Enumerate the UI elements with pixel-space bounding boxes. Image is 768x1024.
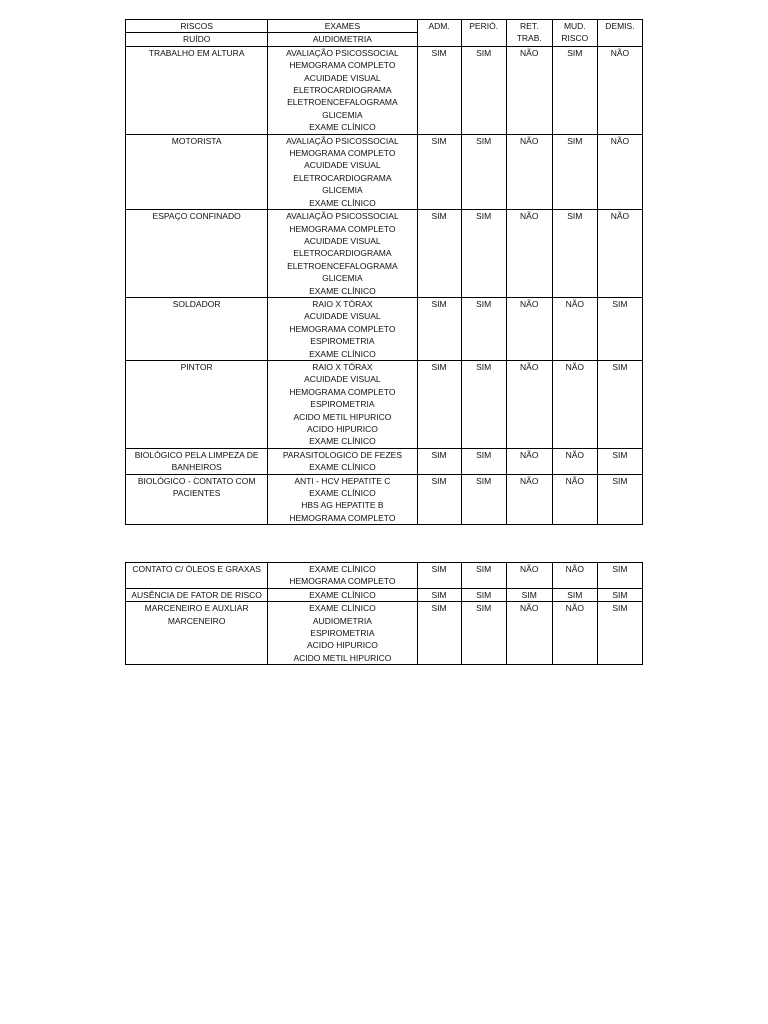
adm-cell — [417, 602, 461, 665]
table-row — [126, 448, 643, 474]
adm-cell — [417, 297, 461, 360]
header-exames: EXAMES — [324, 21, 361, 31]
demis-value: SIM — [612, 449, 628, 460]
mud-cell — [552, 46, 597, 134]
ret-cell — [506, 602, 552, 665]
exam-item: EXAME CLÍNICO — [309, 436, 376, 447]
perio-value: SIM — [476, 475, 492, 486]
risk-cell — [126, 46, 268, 134]
demis-cell — [597, 588, 642, 601]
exams-cell — [268, 474, 417, 525]
perio-cell — [461, 134, 506, 209]
risk-name: AUSÊNCIA DE FATOR DE RISCO — [131, 589, 262, 600]
exam-item: EXAME CLÍNICO — [309, 488, 376, 499]
risk-name: CONTATO C/ ÓLEOS E GRAXAS — [132, 564, 261, 574]
demis-cell — [597, 297, 642, 360]
adm-cell — [417, 448, 461, 474]
table-row — [126, 563, 643, 589]
ret-value: SIM — [521, 589, 537, 600]
adm-value: SIM — [431, 564, 447, 574]
ret-cell — [506, 134, 552, 209]
exam-item: ACIDO HIPURICO — [306, 640, 378, 651]
exam-item: ACIDO METIL HIPURICO — [293, 652, 392, 663]
exam-item: ESPIROMETRIA — [310, 336, 375, 347]
mud-value: NÃO — [565, 564, 585, 574]
perio-cell — [461, 588, 506, 601]
exams-cell — [268, 297, 417, 360]
perio-value: SIM — [476, 603, 492, 614]
exam-item: GLICEMIA — [322, 185, 363, 196]
mud-value: NÃO — [565, 475, 585, 486]
perio-cell — [461, 46, 506, 134]
perio-cell — [461, 563, 506, 589]
perio-value: SIM — [476, 211, 492, 222]
demis-value: SIM — [612, 589, 628, 600]
mud-value: NÃO — [565, 449, 585, 460]
ret-value: NÃO — [520, 603, 539, 614]
mud-cell — [552, 134, 597, 209]
header-cell-adm — [417, 20, 461, 47]
mud-cell — [552, 588, 597, 601]
header-row — [126, 20, 643, 33]
perio-cell — [461, 602, 506, 665]
table-row — [126, 588, 643, 601]
risk-name: BIOLÓGICO - CONTATO COM PACIENTES — [137, 475, 256, 499]
mud-value: SIM — [567, 135, 583, 146]
ret-value: NÃO — [520, 475, 539, 486]
exam-item: RAIO X TÓRAX — [312, 361, 373, 372]
risk-cell — [126, 134, 268, 209]
ret-value: NÃO — [520, 47, 539, 58]
header-cell-riscos — [126, 20, 268, 33]
mud-cell — [552, 563, 597, 589]
exams-cell — [268, 563, 417, 589]
adm-cell — [417, 134, 461, 209]
table-row — [126, 46, 643, 134]
demis-cell — [597, 210, 642, 298]
exams-cell — [268, 448, 417, 474]
table-row — [126, 297, 643, 360]
perio-value: SIM — [476, 564, 492, 574]
header-cell-exames — [268, 20, 417, 33]
perio-value: SIM — [476, 449, 492, 460]
adm-cell — [417, 46, 461, 134]
adm-value: SIM — [431, 211, 447, 222]
mud-value: SIM — [567, 211, 583, 222]
exam-item: GLICEMIA — [322, 273, 363, 284]
perio-cell — [461, 474, 506, 525]
mud-cell — [552, 474, 597, 525]
risk-name: PINTOR — [180, 361, 213, 372]
exam-item: ACUIDADE VISUAL — [304, 160, 381, 171]
demis-value: NÃO — [610, 211, 630, 222]
perio-cell — [461, 448, 506, 474]
exam-item: AVALIAÇÃO PSICOSSOCIAL — [286, 135, 399, 146]
header-adm: ADM. — [428, 21, 450, 31]
cell-audiometria — [268, 33, 417, 46]
mud-cell — [552, 297, 597, 360]
header-demis: DEMIS. — [605, 21, 635, 31]
exam-item: EXAME CLÍNICO — [309, 462, 376, 473]
risk-cell — [126, 588, 268, 601]
ret-value: NÃO — [520, 564, 539, 574]
header-cell-mud — [552, 20, 597, 47]
ret-value: NÃO — [520, 361, 539, 372]
mud-value: NÃO — [565, 298, 585, 309]
exams-cell — [268, 46, 417, 134]
table-row — [126, 360, 643, 448]
exam-item: ACIDO METIL HIPURICO — [293, 411, 392, 422]
exam-item: PARASITOLOGICO DE FEZES — [282, 449, 402, 460]
header-ret-line1: RET. — [520, 21, 539, 31]
exam-item: EXAME CLÍNICO — [309, 603, 376, 614]
exam-item: EXAME CLÍNICO — [309, 348, 376, 359]
demis-cell — [597, 134, 642, 209]
mud-cell — [552, 448, 597, 474]
ret-value: NÃO — [520, 449, 539, 460]
risk-name: SOLDADOR — [172, 298, 221, 309]
exam-item: ELETROENCEFALOGRAMA — [287, 97, 398, 108]
exam-item: ACUIDADE VISUAL — [304, 311, 381, 322]
demis-value: NÃO — [610, 135, 630, 146]
demis-value: SIM — [612, 475, 628, 486]
ret-value: NÃO — [520, 211, 539, 222]
mud-cell — [552, 602, 597, 665]
exam-item: ELETROCARDIOGRAMA — [293, 172, 392, 183]
risk-name: ESPAÇO CONFINADO — [152, 211, 241, 222]
exam-item: HEMOGRAMA COMPLETO — [289, 323, 396, 334]
mud-value: NÃO — [565, 361, 585, 372]
adm-value: SIM — [431, 475, 447, 486]
demis-cell — [597, 46, 642, 134]
adm-value: SIM — [431, 449, 447, 460]
mud-value: SIM — [567, 589, 583, 600]
cell-ruido — [126, 33, 268, 46]
exam-item: ACIDO HIPURICO — [306, 424, 378, 434]
exam-item: EXAME CLÍNICO — [309, 285, 376, 296]
risk-name: MARCENEIRO E AUXLIAR MARCENEIRO — [144, 603, 249, 626]
exam-item: ESPIROMETRIA — [310, 399, 375, 410]
perio-value: SIM — [476, 298, 492, 309]
exam-item: ELETROCARDIOGRAMA — [293, 248, 392, 259]
ret-cell — [506, 210, 552, 298]
exams-cell — [268, 134, 417, 209]
perio-value: SIM — [476, 47, 492, 58]
risk-name: BIOLÓGICO PELA LIMPEZA DE BANHEIROS — [134, 449, 259, 473]
exam-item: RAIO X TÓRAX — [312, 298, 373, 309]
adm-value: SIM — [431, 603, 447, 614]
ret-cell — [506, 563, 552, 589]
header-riscos: RISCOS — [180, 21, 213, 31]
exam-item: EXAME CLÍNICO — [309, 564, 376, 574]
risk-cell — [126, 297, 268, 360]
ret-cell — [506, 474, 552, 525]
header-cell-ret — [506, 20, 552, 47]
exam-item: HBS AG HEPATITE B — [301, 500, 384, 511]
adm-value: SIM — [431, 298, 447, 309]
ret-cell — [506, 46, 552, 134]
exam-item: HEMOGRAMA COMPLETO — [289, 60, 396, 71]
adm-value: SIM — [431, 47, 447, 58]
adm-cell — [417, 210, 461, 298]
risk-cell — [126, 210, 268, 298]
exam-item: ELETROCARDIOGRAMA — [293, 85, 392, 96]
mud-cell — [552, 210, 597, 298]
demis-cell — [597, 360, 642, 448]
exam-item: HEMOGRAMA COMPLETO — [289, 576, 396, 587]
risk-cell — [126, 448, 268, 474]
adm-cell — [417, 588, 461, 601]
perio-value: SIM — [476, 135, 492, 146]
adm-cell — [417, 360, 461, 448]
header-cell-demis — [597, 20, 642, 47]
ret-value: NÃO — [520, 298, 539, 309]
exam-item: AUDIOMETRIA — [312, 615, 372, 626]
ret-cell — [506, 588, 552, 601]
ret-cell — [506, 297, 552, 360]
exam-item: AVALIAÇÃO PSICOSSOCIAL — [286, 47, 399, 58]
exams-cell — [268, 210, 417, 298]
exam-item: HEMOGRAMA COMPLETO — [289, 148, 396, 159]
header-mud-line2: RISCO — [561, 33, 589, 44]
demis-cell — [597, 474, 642, 525]
adm-value: SIM — [431, 589, 447, 600]
exams-cell — [268, 602, 417, 665]
demis-value: SIM — [612, 361, 628, 372]
mud-value: SIM — [567, 47, 583, 58]
risk-cell — [126, 602, 268, 665]
exams-table-main — [125, 19, 643, 525]
table-row — [126, 602, 643, 665]
exam-item: AVALIAÇÃO PSICOSSOCIAL — [286, 211, 399, 222]
header-mud-line1: MUD. — [563, 21, 586, 31]
exam-item: ESPIROMETRIA — [310, 628, 375, 639]
perio-value: SIM — [476, 361, 492, 372]
exam-item: ELETROENCEFALOGRAMA — [287, 260, 398, 271]
adm-value: SIM — [431, 135, 447, 146]
demis-value: SIM — [612, 298, 628, 309]
exam-item: ACUIDADE VISUAL — [304, 72, 381, 83]
demis-value: NÃO — [610, 47, 630, 58]
adm-cell — [417, 474, 461, 525]
header-ret-line2: TRAB. — [516, 33, 542, 44]
exams-cell — [268, 360, 417, 448]
exam-item: ACUIDADE VISUAL — [304, 374, 381, 385]
risk-cell — [126, 563, 268, 589]
exams-cell — [268, 588, 417, 601]
risk-name: TRABALHO EM ALTURA — [148, 47, 245, 58]
demis-value: SIM — [612, 603, 628, 614]
perio-cell — [461, 210, 506, 298]
adm-value: SIM — [431, 361, 447, 372]
ret-value: NÃO — [520, 135, 539, 146]
adm-cell — [417, 563, 461, 589]
table-row — [126, 134, 643, 209]
perio-cell — [461, 360, 506, 448]
ret-cell — [506, 448, 552, 474]
exam-item: EXAME CLÍNICO — [309, 197, 376, 208]
exam-audiometria: AUDIOMETRIA — [312, 34, 372, 45]
ret-cell — [506, 360, 552, 448]
exam-item: ANTI - HCV HEPATITE C — [294, 475, 391, 486]
exam-item: EXAME CLÍNICO — [309, 589, 376, 600]
exams-table-secondary — [125, 562, 643, 665]
mud-value: NÃO — [565, 603, 585, 614]
demis-value: SIM — [612, 564, 628, 574]
perio-cell — [461, 297, 506, 360]
table-row — [126, 210, 643, 298]
exam-item: EXAME CLÍNICO — [309, 122, 376, 133]
mud-cell — [552, 360, 597, 448]
risk-ruido: RUÍDO — [182, 34, 211, 45]
risk-cell — [126, 360, 268, 448]
demis-cell — [597, 602, 642, 665]
header-cell-perio — [461, 20, 506, 47]
exam-item: HEMOGRAMA COMPLETO — [289, 386, 396, 397]
perio-value: SIM — [476, 589, 492, 600]
table-row — [126, 474, 643, 525]
exam-item: HEMOGRAMA COMPLETO — [289, 223, 396, 234]
risk-name: MOTORISTA — [171, 135, 222, 146]
header-perio: PERIÓ. — [469, 21, 499, 31]
exam-item: ACUIDADE VISUAL — [304, 235, 381, 246]
risk-cell — [126, 474, 268, 525]
exam-item: GLICEMIA — [322, 109, 363, 120]
exam-item: HEMOGRAMA COMPLETO — [289, 512, 396, 523]
demis-cell — [597, 448, 642, 474]
demis-cell — [597, 563, 642, 589]
